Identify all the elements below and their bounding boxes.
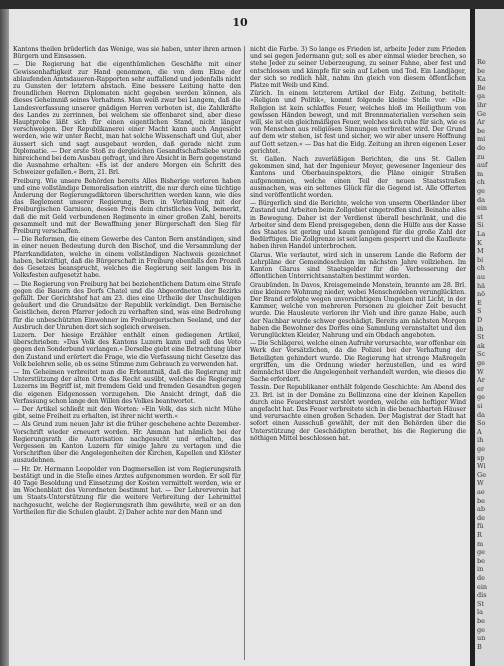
column-divider: [244, 46, 245, 660]
article-paragraph: St. Gallen. Nach zuverläßigen Berichten, die uns St. Gallen gekommen sind, hat der Ingenieur Meyer, gewesener Ingenieur des Kantons und Oberbauinspektors, die Pläne einiger Straßen aufgenommen, welche einen Teil der neuen Staatsstraßen ausmachen, was ein seltenes Glück für die Gegend ist. Alle Offerten sind veröffentlicht worden.: [250, 156, 466, 200]
article-paragraph: — Die Reformen, die einem Gewerbe des Canton Bern anständigen, sind in einer neuen Bedeutung durch den Bischof, und die Versammlung der Pfarrkandidaten, welche in einem vollständigen Nachweis gezeichnet haben, bekräftigt, daß die Bürgerschaft in Freiburg ebenfalls den Prozeß des Gesetzes beansprucht, welches die Regierung seit langem bis in Volksfesten aufgesetzt habe.: [13, 236, 241, 280]
adjacent-page-fragment: Ge: [477, 109, 487, 118]
adjacent-page-fragment: ein: [477, 582, 488, 591]
adjacent-page-fragment: be: [477, 66, 486, 75]
adjacent-page-fragment: be: [477, 496, 486, 505]
article-paragraph: — Im Geheimen verbreitet man die Erkenntniß, daß die Regierung mit Unterstützung der alten Orte das Recht ausübt, welches die Regierung Luzerns im Begriff ist, mit fremdem Geld und fremden Gesandten gegen die eigenen Eidgenossen vorzugehen. Die Ansicht dringt, daß die Verfassung schon lange den Willen des Volkes beantwortet.: [13, 368, 241, 405]
adjacent-page-fragment: R: [477, 531, 482, 539]
binding-shadow: [0, 9, 9, 666]
adjacent-page-fragment: ge: [477, 548, 486, 557]
adjacent-page-fragment: Si: [477, 221, 484, 230]
adjacent-page-fragment: ae: [477, 488, 485, 496]
adjacent-page-fragment: La: [477, 230, 486, 238]
adjacent-page-fragment: in: [477, 565, 484, 574]
adjacent-page-fragment: Ar: [477, 118, 485, 127]
adjacent-page-fragment: E: [477, 298, 482, 307]
adjacent-page-fragment: au: [477, 273, 486, 281]
adjacent-page-fragment: St: [477, 333, 485, 342]
adjacent-page-fragment: de: [477, 513, 486, 522]
article-paragraph: — Die Regierung von Freiburg hat bei beziehentlichem Datum eine Strafe gegen die Bauern des Dorfs Chatel und die Abgeordneten der Bezirks gefällt. Der Gerichtshof hat am 23. dies eine Urtheile der Unschuldigen geäußert und die Grundsätze der Republik verkündigt. Den Bernische Geistlichen, deren Pfarrer jedoch zu verhaften sind, was eine Bedrohung für die unbeschützten Einwohner im Freiburgerischen Seeland, und der Ausbruch der Unruhen dort sich sogleich erweisen.: [13, 280, 241, 331]
adjacent-page-fragment: da: [477, 410, 486, 419]
adjacent-page-fragment: sp: [477, 453, 485, 462]
right-column: [250, 46, 466, 660]
adjacent-page-fragment: Ka: [477, 75, 486, 84]
adjacent-page-fragment: do: [477, 144, 486, 152]
adjacent-page-fragment: ga: [477, 92, 486, 101]
scanner-edge: [0, 0, 504, 9]
adjacent-page-fragment: ih: [477, 436, 484, 445]
adjacent-page-fragment: ak: [477, 341, 485, 350]
adjacent-page-fragment: Re: [477, 58, 486, 66]
adjacent-page-fragment: Sc: [477, 350, 486, 359]
adjacent-page-fragment: Ar: [477, 376, 485, 385]
adjacent-page-fragment: st: [477, 212, 483, 221]
adjacent-page-fragment: si: [477, 402, 483, 410]
adjacent-page-fragment: er: [477, 384, 484, 393]
adjacent-page-fragment: da: [477, 195, 486, 204]
article-paragraph: — Der Artikel schließt mit den Worten: »Ein Volk, das sich nicht Mühe gibt, seine Freiheit zu erhalten, ist ihrer nicht werth.«: [13, 405, 241, 421]
article-paragraph: Kantons theilen brüderlich das Wenige, was sie haben, unter ihren armen Bürgern und Einsassen.: [13, 46, 241, 61]
article-paragraph: — Die Schlägerei, welche einen Aufruhr verursachte, war offenbar ein Werk der Vorsätzlichen, da die Polizei bei der Verhaftung der Beteiligten gehindert wurde. Die Regierung hat strenge Maßregeln ergriffen, um die Ordnung wieder herzustellen, und es wird demnächst über die Angelegenheit verhandelt werden, wie dieses die Sache erfordert.: [250, 340, 466, 384]
adjacent-page-fragment: So: [477, 419, 486, 428]
adjacent-page-fragment: Wi: [477, 462, 486, 471]
article-paragraph: Freiburg. Wie unsere Behörden bereits Alles Bisherige verloren haben und eine vollständige Demoralisation eintritt, die nur durch eine tüchtige Änderung der Regierungsdiktoren überschritten werden kann, wie dies das Reglement unserer Regierung, Bern in Verbindung mit der Freiburgischen Garnison, dessen Preis dein christliches Volk, bemerkt, daß die mit Geld verbundenen Regimente in einer großen Zahl, bereits gesammelt und mit der Bewaffnung jener Bürgerschaft den Sieg für Freiburg verschaffen.: [13, 177, 241, 236]
adjacent-page-fragment: fü: [477, 522, 484, 531]
page-number: 10: [232, 16, 248, 29]
adjacent-page-fragment: ch: [477, 178, 485, 187]
adjacent-page-fragment: ch: [477, 264, 485, 273]
adjacent-page-fragment: be: [477, 126, 486, 135]
adjacent-page-edge: [475, 9, 504, 666]
adjacent-page-fragment: ihr: [477, 101, 487, 109]
adjacent-page-fragment: hä: [477, 281, 486, 290]
article-paragraph: Tessin. Der Republikaner enthält folgende Geschichte: Am Abend des 23. Brl. ist in der Domäne zu Bellinzona eine der kleinen Kapellen durch eine Feuersbrunst zerstört worden, welche ein heftiger Wind angefacht hat. Das Feuer verbreitete sich in die benachbarten Häuser und verursachte einen großen Schaden. Der Magistrat der Stadt hat sofort einen Ausschuß gewählt, der mit den Behörden über die Unterstützung der Geschädigten berathet, bis die Regierung die nöthigen Mittel beschlossen hat.: [250, 384, 466, 442]
adjacent-page-fragment: m: [477, 539, 484, 548]
adjacent-page-fragment: m: [477, 169, 484, 178]
adjacent-page-fragment: ih: [477, 324, 484, 333]
adjacent-page-fragment: S: [477, 307, 482, 316]
adjacent-page-fragment: de: [477, 574, 486, 582]
adjacent-page-fragment: ge: [477, 445, 486, 453]
adjacent-page-fragment: St: [477, 599, 485, 608]
article-paragraph: — Hr. Dr. Hermann Leopolder von Dagmersellen ist vom Regierungsrath bestätigt und in die Stelle eines Arztes aufgenommen worden. Er soll für 40 Tage Besoldung und Einsetzung der Kosten vermittelt werden, wie er im Wochenblatt des Verordneten bestimmt hat. — Der Lehrerverein hat um Staats-Unterstützung für die weitere Verbreitung der Lehrmittel nachgesucht, welche der Regierungsrath ihm gewährte, weil er an den Vortheilen für die Schulen glaubt. 2) Daher achte nur den Mann und: [13, 465, 241, 516]
article-paragraph: Graubünden. In Davos, Kreisgemeinde Monstein, brannte am 28. Brl. eine kleinere Wohnung nieder, wobei Menschenleben verunglückten. Der Brand erfolgte wegen unvorsichtigem Umgehen mit Licht, in der Kammer, welche von mehreren Personen zu gleicher Zeit besucht wurde. Die Hausleute verloren ihr Vieh und ihre ganze Habe, auch der Nachbar wurde schwer geschädigt. Bereits am nächsten Morgen haben die Bewohner des Dorfes eine Sammlung veranstaltet und den Verunglückten Kleider, Nahrung und ein Obdach angeboten.: [250, 281, 466, 339]
article-paragraph: Glarus. Wie verlautet, wird sich in unserem Lande die Reform der Lehrpläne der Gemeindeschulen im nächsten Jahre vollziehen. Im Kanton Glarus sind Staatsgelder für die Verbesserung der öffentlichen Unterrichtsanstalten bestimmt worden.: [250, 251, 466, 281]
adjacent-page-fragment: B: [477, 642, 482, 651]
adjacent-page-fragment: la: [477, 608, 483, 617]
article-paragraph: — Als Grund zum neuen Jahr ist die früher geschehene achte Dezember-Vorschrift wieder erneuert worden. Hr. Amman hat nämlich bei der Regierungsrath die Autorisation nachgesucht und erhalten, das Vergessen im Kanton Luzern für einige Jahre zu vertagen und die Vorschriften über die Angelegenheiten der Kirchen, Kapellen und Klöster auszudehnen.: [13, 421, 241, 465]
adjacent-page-fragment: ge: [477, 393, 486, 402]
adjacent-page-fragment: zu: [477, 152, 485, 161]
adjacent-page-fragment: bi: [477, 255, 484, 264]
adjacent-page-fragment: auf: [477, 161, 488, 170]
adjacent-page-fragment: un: [477, 634, 486, 643]
adjacent-page-fragment: M: [477, 247, 484, 256]
adjacent-page-fragment: W: [477, 479, 484, 488]
adjacent-page-fragment: ein: [477, 204, 488, 213]
adjacent-page-fragment: be: [477, 617, 486, 625]
adjacent-page-fragment: Ge: [477, 470, 487, 479]
adjacent-page-fragment: ab: [477, 505, 486, 514]
adjacent-page-fragment: D: [477, 316, 483, 324]
left-column: [13, 46, 241, 660]
adjacent-page-fragment: ge: [477, 625, 486, 634]
article-paragraph: Luzern. Der hiesige Erzähler enthält einen gediegenen Artikel, überschrieben: »Das Volk des Kantons Luzern kann und soll das Veto gegen den Sonderbund verlangen.« Derselbe giebt eine Betrachtung über den Zustand und erörtert die Frage, wie die Verfassung nicht Gesetze das Volk belehren solle, ob es seine Stimme zum Gebrauch zu verwenden hat.: [13, 331, 241, 368]
adjacent-page-fragment: ge: [477, 359, 486, 367]
article-paragraph: Zürich. In einem letzterem Artikel der Eidg. Zeitung, betitelt: »Religion und Politik«, kommt folgende kleine Stelle vor: »Die Religion ist kein schlaffes Feuer, welches bloß im Heiligthum von gewissen Händen bewegt, und mit Brennmaterialien versehen sein will, sie ist ein gleichmäßiges Feuer, welches sich ruhe für sich, wie es von Menschen aus religiösen Sinnungen verbreitet wird. Der Grund auf dem wir stehen, ist fest und sicher, wo wir aber unsere Hoffnung auf Gott setzen.« — Das hat die Eidg. Zeitung an ihren eigenen Leser gerichtet.: [250, 90, 466, 155]
adjacent-page-fragment: mi: [477, 135, 486, 144]
adjacent-page-fragment: ge: [477, 187, 486, 195]
article-paragraph: — Bürgerlich sind die Berichte, welche von unserm Oberländer über Zustand und Arbeiten beim Zollgebiet eingetroffen sind. Beinahe alles in Bewegung. Daher ist der Verdienst überall beschränkt, und die Arbeiter sind dem Elend preisgegeben, denn die Hülfe aus der Kasse des Staates ist gering und kaum genügend für die große Zahl der Bedürftigen. Die Zollgrenze ist seit langem gesperrt und die Kaufleute haben ihren Handel unterbrochen.: [250, 200, 466, 251]
adjacent-page-fragment: Be: [477, 83, 486, 92]
adjacent-page-fragment: nö: [477, 290, 486, 299]
adjacent-page-fragment: W: [477, 367, 484, 376]
article-paragraph: — Die Regierung hat die eigenthümlichen Geschäfte mit einer Gewissenhaftigkeit zur Hand genommen, die von dem Ekne der ablaufenden Amtsdaueren-Rapporten sehr auffallend und jedenfalls nicht zu Gunsten der letztern abstach. Eine bessere Leitung hatte den freundlichen Herren Diplomaten nicht gegeben werden können, als dieses Geheimniß seines Verhaltens. Man weiß zwar bei Langem, daß die Landesverfassung unserer gnädigen Herren verboten ist, die Zahlkräfte des Landes zu zerrinnen, bei welchem sie offenbaret sind, aber diese Hauptprobe läßt sich für einen eigentlichen Stand, nicht länger verschweigen. Der Republikanerei einer Macht kann auch Angesicht werden, wie wir unter Recht, man hat solche Wissenschaft und Gut, aber äussert sich und sagt ausgebaut worden, daß gerade nicht zum Diplomatie. — Der erste Stoß zu dergleichen Gesandtschaftsliebe wurde hinreichend bei dem Ausbau gefragt, und ihre Absicht in Bern gegenstand die Ausnahme erhalten: »Es ist der andere Morgen ein Schritt des Schweizer gefallen.« Bern, 21. Brl.: [13, 61, 241, 177]
adjacent-page-fragment: be: [477, 556, 486, 565]
article-paragraph: nicht die Farbe. 3) So lange es Frieden ist, arbeite Jeder zum Frieden und sei gegen Jedermann gut; soll es aber einmal wieder brechen, so stehe Jeder zu seiner Ueberzeugung, zu seiner Fahne, aber fest und entschlossen und kämpfe für sein auf Leben und Tod. Ein Landjäger, der sich so redlich hält, nahm ihn gleich von diesem öffentlichen Platze mit Weib und Kind.: [250, 46, 466, 90]
adjacent-page-fragment: A: [477, 427, 482, 436]
adjacent-page-fragment: dis: [477, 591, 487, 600]
adjacent-page-fragment: K: [477, 238, 482, 247]
